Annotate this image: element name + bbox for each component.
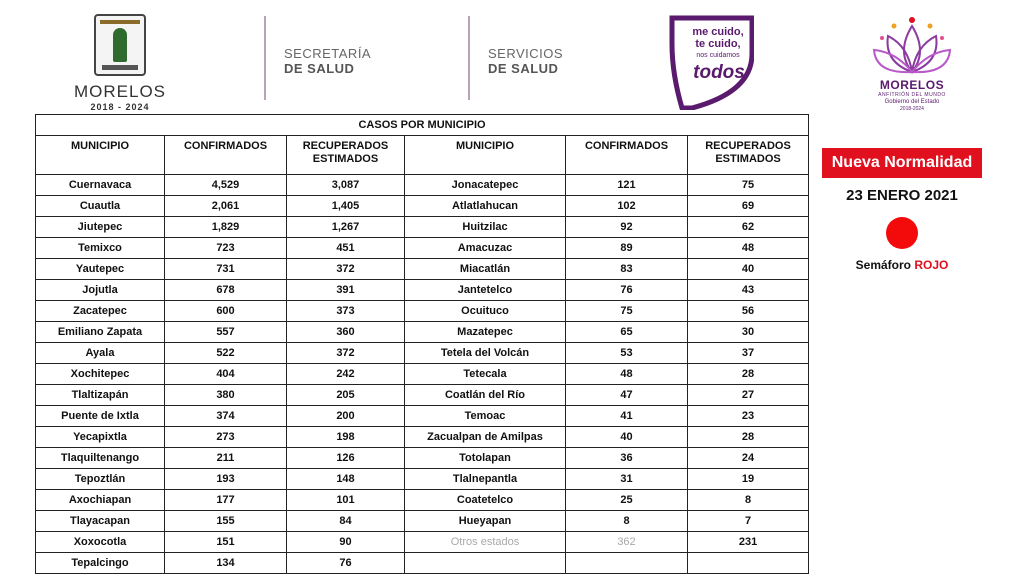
table-row bbox=[36, 406, 809, 427]
secretaria-de-salud bbox=[284, 46, 371, 76]
left-confirmados-cell: 2,061 bbox=[165, 196, 287, 217]
left-municipio-cell: Temixco bbox=[36, 238, 165, 259]
coat-of-arms-icon bbox=[94, 14, 146, 76]
left-recuperados-cell: 90 bbox=[287, 532, 405, 553]
right-recuperados-cell: 28 bbox=[688, 364, 809, 385]
left-recuperados-cell: 372 bbox=[287, 259, 405, 280]
campaign-line4: todos bbox=[693, 62, 745, 83]
right-municipio-cell: Coatetelco bbox=[405, 490, 566, 511]
left-recuperados-cell: 242 bbox=[287, 364, 405, 385]
lotus-flower-icon bbox=[866, 12, 958, 78]
table-row bbox=[36, 343, 809, 364]
header-confirmados: CONFIRMADOS bbox=[566, 136, 688, 175]
right-confirmados-cell: 25 bbox=[566, 490, 688, 511]
table-row bbox=[36, 490, 809, 511]
header-recuperados: RECUPERADOS ESTIMADOS bbox=[688, 136, 809, 175]
table-row bbox=[36, 553, 809, 574]
table-row bbox=[36, 175, 809, 196]
right-confirmados-cell: 362 bbox=[566, 532, 688, 553]
left-municipio-cell: Tlaquiltenango bbox=[36, 448, 165, 469]
right-confirmados-cell: 89 bbox=[566, 238, 688, 259]
left-recuperados-cell: 372 bbox=[287, 343, 405, 364]
left-confirmados-cell: 374 bbox=[165, 406, 287, 427]
left-municipio-cell: Cuernavaca bbox=[36, 175, 165, 196]
right-confirmados-cell: 48 bbox=[566, 364, 688, 385]
left-municipio-cell: Tlaltizapán bbox=[36, 385, 165, 406]
right-municipio-cell: Hueyapan bbox=[405, 511, 566, 532]
left-municipio-cell: Zacatepec bbox=[36, 301, 165, 322]
table-row bbox=[36, 469, 809, 490]
right-recuperados-cell: 48 bbox=[688, 238, 809, 259]
left-municipio-cell: Xoxocotla bbox=[36, 532, 165, 553]
servicios-de-salud bbox=[488, 46, 563, 76]
left-municipio-cell: Jiutepec bbox=[36, 217, 165, 238]
right-recuperados-cell: 231 bbox=[688, 532, 809, 553]
dept1-line1: SECRETARÍA bbox=[284, 46, 372, 61]
left-confirmados-cell: 600 bbox=[165, 301, 287, 322]
table-row bbox=[36, 280, 809, 301]
left-recuperados-cell: 1,267 bbox=[287, 217, 405, 238]
left-municipio-cell: Ayala bbox=[36, 343, 165, 364]
nueva-normalidad-badge: Nueva Normalidad bbox=[822, 148, 982, 178]
table-row bbox=[36, 217, 809, 238]
report-date: 23 ENERO 2021 bbox=[846, 187, 958, 204]
right-recuperados-cell bbox=[688, 553, 809, 574]
left-municipio-cell: Jojutla bbox=[36, 280, 165, 301]
left-municipio-cell: Tlayacapan bbox=[36, 511, 165, 532]
left-confirmados-cell: 273 bbox=[165, 427, 287, 448]
right-municipio-cell: Tetela del Volcán bbox=[405, 343, 566, 364]
left-municipio-cell: Tepoztlán bbox=[36, 469, 165, 490]
left-recuperados-cell: 360 bbox=[287, 322, 405, 343]
left-recuperados-cell: 391 bbox=[287, 280, 405, 301]
right-recuperados-cell: 28 bbox=[688, 427, 809, 448]
left-confirmados-cell: 723 bbox=[165, 238, 287, 259]
right-municipio-cell: Coatlán del Río bbox=[405, 385, 566, 406]
table-row bbox=[36, 448, 809, 469]
right-confirmados-cell: 76 bbox=[566, 280, 688, 301]
right-confirmados-cell bbox=[566, 553, 688, 574]
right-recuperados-cell: 37 bbox=[688, 343, 809, 364]
right-municipio-cell: Jonacatepec bbox=[405, 175, 566, 196]
left-recuperados-cell: 126 bbox=[287, 448, 405, 469]
right-municipio-cell: Jantetelco bbox=[405, 280, 566, 301]
divider bbox=[468, 16, 470, 100]
left-municipio-cell: Yecapixtla bbox=[36, 427, 165, 448]
left-recuperados-cell: 1,405 bbox=[287, 196, 405, 217]
right-confirmados-cell: 53 bbox=[566, 343, 688, 364]
right-recuperados-cell: 75 bbox=[688, 175, 809, 196]
right-recuperados-cell: 43 bbox=[688, 280, 809, 301]
right-municipio-cell: Amacuzac bbox=[405, 238, 566, 259]
left-municipio-cell: Xochitepec bbox=[36, 364, 165, 385]
table-row bbox=[36, 511, 809, 532]
right-municipio-cell: Temoac bbox=[405, 406, 566, 427]
header-municipio: MUNICIPIO bbox=[405, 136, 566, 175]
semaforo-state: ROJO bbox=[914, 258, 949, 272]
morelos-state-logo bbox=[72, 14, 168, 110]
right-municipio-cell bbox=[405, 553, 566, 574]
right-municipio-cell: Ocuituco bbox=[405, 301, 566, 322]
left-recuperados-cell: 148 bbox=[287, 469, 405, 490]
left-recuperados-cell: 101 bbox=[287, 490, 405, 511]
right-logo-years: 2018-2024 bbox=[900, 106, 924, 112]
left-confirmados-cell: 4,529 bbox=[165, 175, 287, 196]
left-municipio-cell: Puente de Ixtla bbox=[36, 406, 165, 427]
left-confirmados-cell: 678 bbox=[165, 280, 287, 301]
left-confirmados-cell: 522 bbox=[165, 343, 287, 364]
right-recuperados-cell: 24 bbox=[688, 448, 809, 469]
table-row bbox=[36, 238, 809, 259]
left-recuperados-cell: 200 bbox=[287, 406, 405, 427]
table-row bbox=[36, 385, 809, 406]
left-municipio-cell: Emiliano Zapata bbox=[36, 322, 165, 343]
left-confirmados-cell: 134 bbox=[165, 553, 287, 574]
left-recuperados-cell: 198 bbox=[287, 427, 405, 448]
right-confirmados-cell: 31 bbox=[566, 469, 688, 490]
right-confirmados-cell: 75 bbox=[566, 301, 688, 322]
right-recuperados-cell: 7 bbox=[688, 511, 809, 532]
semaforo-status bbox=[822, 258, 982, 272]
right-recuperados-cell: 30 bbox=[688, 322, 809, 343]
left-recuperados-cell: 84 bbox=[287, 511, 405, 532]
table-row bbox=[36, 532, 809, 553]
campaign-line1: me cuido, bbox=[692, 26, 744, 38]
right-confirmados-cell: 40 bbox=[566, 427, 688, 448]
left-recuperados-cell: 451 bbox=[287, 238, 405, 259]
table-header-row bbox=[36, 136, 809, 175]
cases-by-municipality-table bbox=[35, 114, 809, 574]
left-confirmados-cell: 155 bbox=[165, 511, 287, 532]
left-municipio-cell: Tepalcingo bbox=[36, 553, 165, 574]
right-municipio-cell: Tlalnepantla bbox=[405, 469, 566, 490]
right-recuperados-cell: 40 bbox=[688, 259, 809, 280]
right-recuperados-cell: 8 bbox=[688, 490, 809, 511]
table-row bbox=[36, 301, 809, 322]
table-caption: CASOS POR MUNICIPIO bbox=[36, 115, 809, 136]
left-confirmados-cell: 211 bbox=[165, 448, 287, 469]
left-confirmados-cell: 193 bbox=[165, 469, 287, 490]
right-municipio-cell: Mazatepec bbox=[405, 322, 566, 343]
right-recuperados-cell: 27 bbox=[688, 385, 809, 406]
right-recuperados-cell: 56 bbox=[688, 301, 809, 322]
right-logo-name: MORELOS bbox=[879, 78, 945, 92]
left-municipio-cell: Cuautla bbox=[36, 196, 165, 217]
left-confirmados-cell: 380 bbox=[165, 385, 287, 406]
dept2-line2: DE SALUD bbox=[488, 61, 559, 76]
left-confirmados-cell: 404 bbox=[165, 364, 287, 385]
status-panel bbox=[822, 148, 982, 272]
right-municipio-cell: Totolapan bbox=[405, 448, 566, 469]
header-confirmados: CONFIRMADOS bbox=[165, 136, 287, 175]
right-logo-government: Gobierno del Estado bbox=[884, 99, 940, 105]
right-logo-tagline: ANFITRIÓN DEL MUNDO bbox=[878, 92, 946, 98]
header-municipio: MUNICIPIO bbox=[36, 136, 165, 175]
right-municipio-cell: Tetecala bbox=[405, 364, 566, 385]
left-confirmados-cell: 557 bbox=[165, 322, 287, 343]
left-logo-years: 2018 - 2024 bbox=[90, 102, 150, 112]
right-recuperados-cell: 23 bbox=[688, 406, 809, 427]
left-municipio-cell: Yautepec bbox=[36, 259, 165, 280]
right-confirmados-cell: 36 bbox=[566, 448, 688, 469]
right-recuperados-cell: 62 bbox=[688, 217, 809, 238]
left-confirmados-cell: 177 bbox=[165, 490, 287, 511]
divider bbox=[264, 16, 266, 100]
table-row bbox=[36, 259, 809, 280]
right-confirmados-cell: 83 bbox=[566, 259, 688, 280]
left-recuperados-cell: 373 bbox=[287, 301, 405, 322]
left-confirmados-cell: 1,829 bbox=[165, 217, 287, 238]
right-confirmados-cell: 8 bbox=[566, 511, 688, 532]
left-confirmados-cell: 151 bbox=[165, 532, 287, 553]
right-recuperados-cell: 19 bbox=[688, 469, 809, 490]
campaign-line2: te cuido, bbox=[695, 38, 741, 50]
right-municipio-cell: Otros estados bbox=[405, 532, 566, 553]
right-municipio-cell: Miacatlán bbox=[405, 259, 566, 280]
right-municipio-cell: Zacualpan de Amilpas bbox=[405, 427, 566, 448]
semaforo-label: Semáforo bbox=[855, 258, 911, 272]
right-municipio-cell: Huitzilac bbox=[405, 217, 566, 238]
table-row bbox=[36, 364, 809, 385]
dept2-line1: SERVICIOS bbox=[488, 46, 564, 61]
traffic-light-icon bbox=[886, 217, 918, 249]
page-header bbox=[0, 0, 1024, 112]
left-recuperados-cell: 3,087 bbox=[287, 175, 405, 196]
left-confirmados-cell: 731 bbox=[165, 259, 287, 280]
table-row bbox=[36, 427, 809, 448]
right-confirmados-cell: 102 bbox=[566, 196, 688, 217]
right-confirmados-cell: 121 bbox=[566, 175, 688, 196]
right-confirmados-cell: 41 bbox=[566, 406, 688, 427]
left-recuperados-cell: 76 bbox=[287, 553, 405, 574]
right-confirmados-cell: 65 bbox=[566, 322, 688, 343]
campaign-logo bbox=[668, 14, 754, 110]
left-logo-name: MORELOS bbox=[73, 82, 167, 101]
right-municipio-cell: Atlatlahucan bbox=[405, 196, 566, 217]
morelos-anfitrion-logo bbox=[866, 12, 958, 112]
left-municipio-cell: Axochiapan bbox=[36, 490, 165, 511]
header-recuperados: RECUPERADOS ESTIMADOS bbox=[287, 136, 405, 175]
table-row bbox=[36, 196, 809, 217]
left-recuperados-cell: 205 bbox=[287, 385, 405, 406]
right-confirmados-cell: 92 bbox=[566, 217, 688, 238]
right-recuperados-cell: 69 bbox=[688, 196, 809, 217]
table-row bbox=[36, 322, 809, 343]
right-confirmados-cell: 47 bbox=[566, 385, 688, 406]
campaign-line3: nos cuidamos bbox=[696, 52, 740, 59]
dept1-line2: DE SALUD bbox=[284, 61, 355, 76]
